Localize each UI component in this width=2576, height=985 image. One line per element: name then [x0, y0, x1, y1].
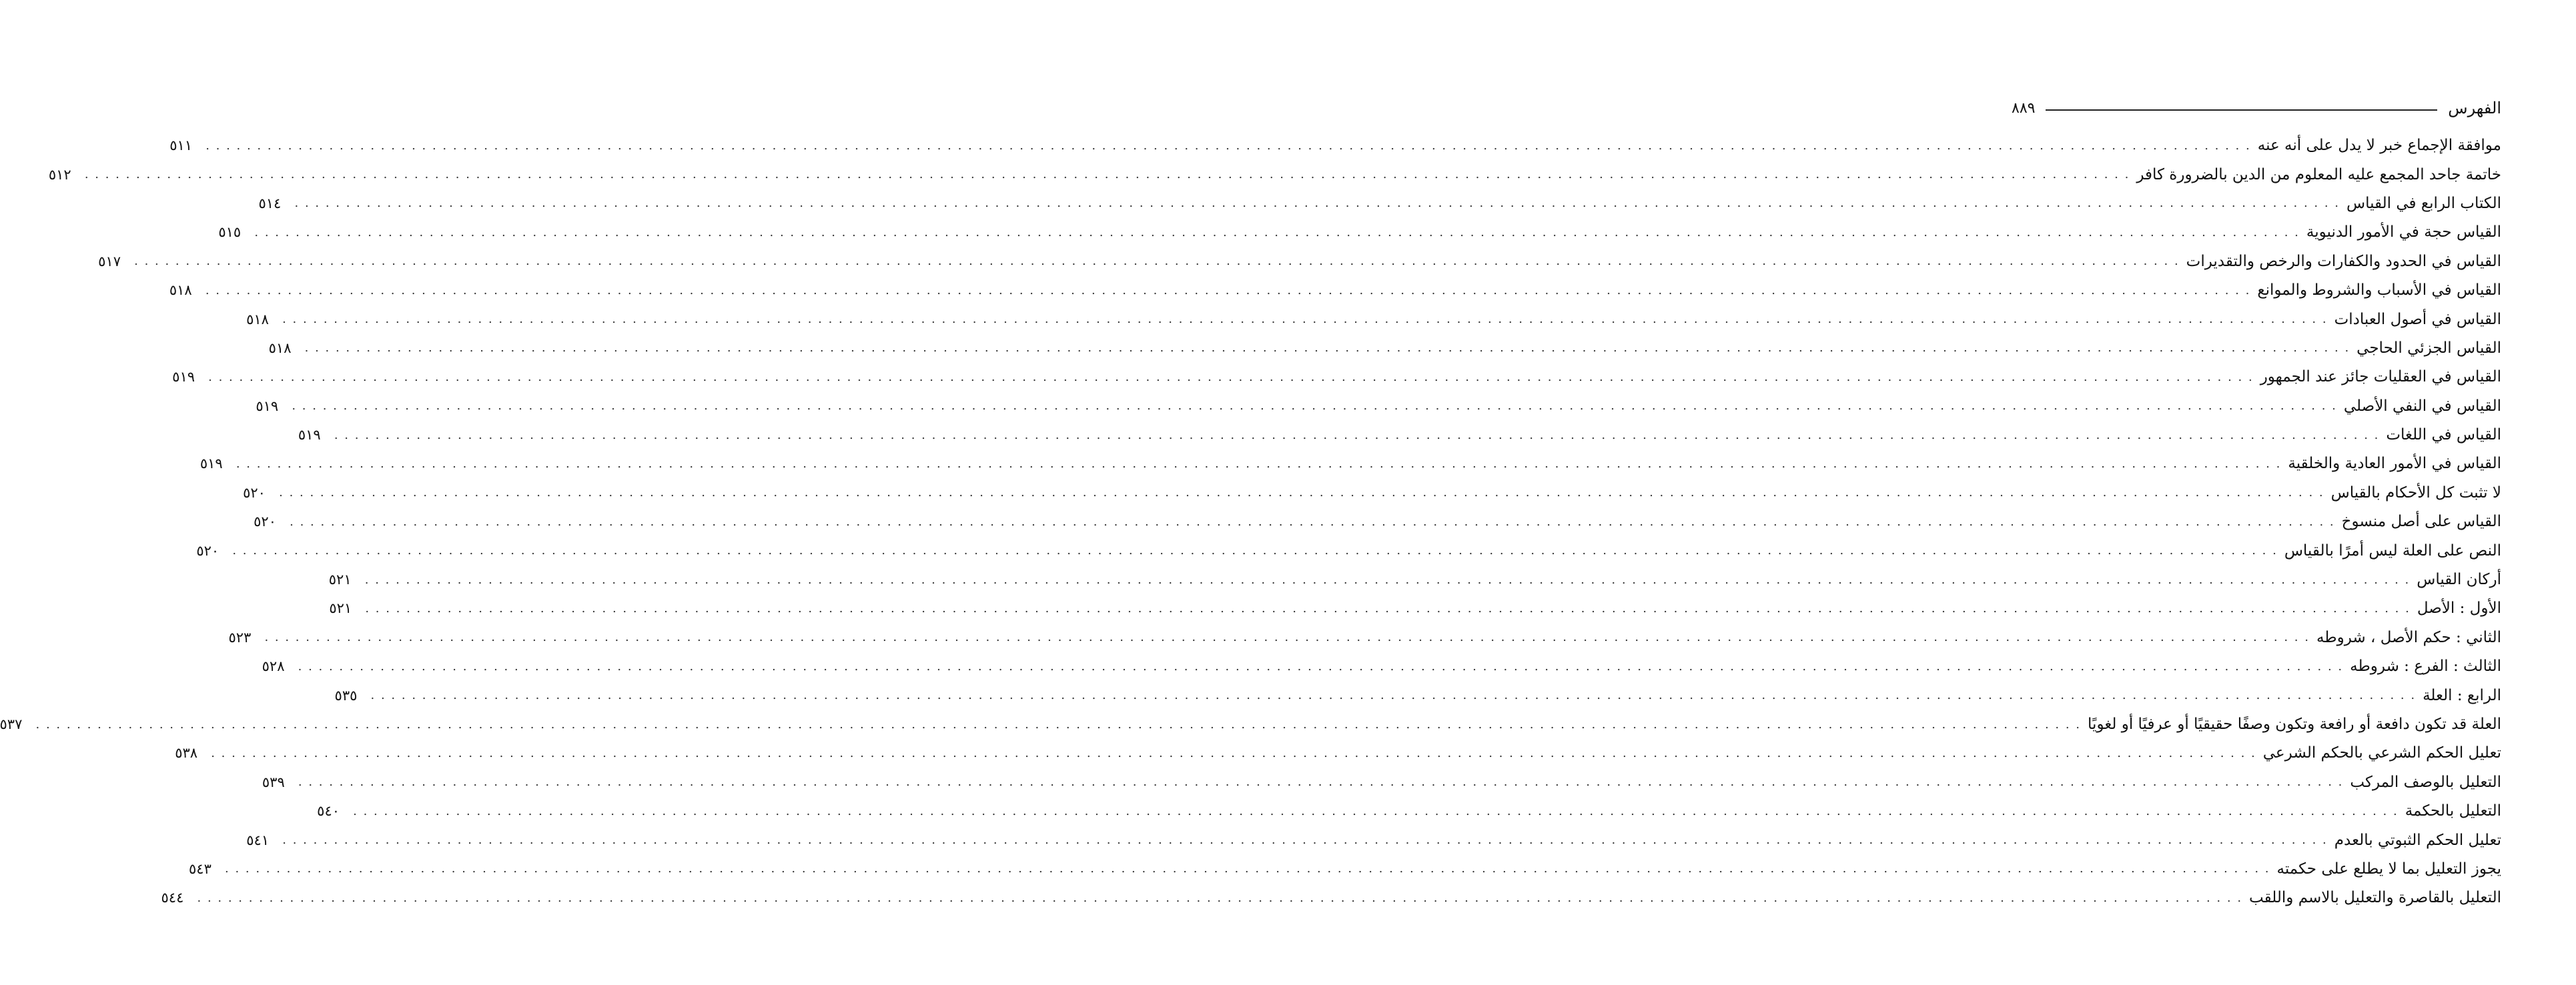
toc-entry-title: القياس في العقليات جائز عند الجمهور [2260, 368, 2501, 386]
dot-leader: . . . . . . . . . . . . . . . . . . . . . . . . . . . . . . . . . . . . . . . . . . . . . . . . . . . . . . . . . . . . . . . . . . . . . . . . . . . . . . . . . . . . . . . . . . . . . . . . . . . . . . . . . . . . . . . . . . . . . . . . . . . . . . . . . . . . . . . . . . . . . . . . . . . . . . . . . . . . . . . . . . . . . . . . . . . . . . . . . . . . . . . . . . . . . . . . . . . . . . . [365, 601, 2411, 616]
toc-entry [175, 739, 2501, 768]
toc-entry-page: ٥١١ [169, 137, 193, 154]
dot-leader: . . . . . . . . . . . . . . . . . . . . . . . . . . . . . . . . . . . . . . . . . . . . . . . . . . . . . . . . . . . . . . . . . . . . . . . . . . . . . . . . . . . . . . . . . . . . . . . . . . . . . . . . . . . . . . . . . . . . . . . . . . . . . . . . . . . . . . . . . . . . . . . . . . . . . . . . . . . . . . . . . . . . . . . . . . . . . . . . . . . . . . . . . . . . . . . . . . . . . . . [370, 688, 2417, 703]
toc-entry-title: الثاني : حكم الأصل ، شروطه [2316, 628, 2501, 646]
toc-entry-title: القياس في الأسباب والشروط والموانع [2257, 281, 2501, 299]
dot-leader: . . . . . . . . . . . . . . . . . . . . . . . . . . . . . . . . . . . . . . . . . . . . . . . . . . . . . . . . . . . . . . . . . . . . . . . . . . . . . . . . . . . . . . . . . . . . . . . . . . . . . . . . . . . . . . . . . . . . . . . . . . . . . . . . . . . . . . . . . . . . . . . . . . . . . . . . . . . . . . . . . . . . . . . . . . . . . . . . . . . . . . . . . . . . . . . . . . . . . . . [290, 514, 2335, 529]
dot-leader: . . . . . . . . . . . . . . . . . . . . . . . . . . . . . . . . . . . . . . . . . . . . . . . . . . . . . . . . . . . . . . . . . . . . . . . . . . . . . . . . . . . . . . . . . . . . . . . . . . . . . . . . . . . . . . . . . . . . . . . . . . . . . . . . . . . . . . . . . . . . . . . . . . . . . . . . . . . . . . . . . . . . . . . . . . . . . . . . . . . . . . . . . . . . . . . . . . . . . . . [298, 775, 2344, 790]
running-header [2012, 95, 2501, 121]
toc-entry-page: ٥١٩ [256, 397, 279, 414]
dot-leader: . . . . . . . . . . . . . . . . . . . . . . . . . . . . . . . . . . . . . . . . . . . . . . . . . . . . . . . . . . . . . . . . . . . . . . . . . . . . . . . . . . . . . . . . . . . . . . . . . . . . . . . . . . . . . . . . . . . . . . . . . . . . . . . . . . . . . . . . . . . . . . . . . . . . . . . . . . . . . . . . . . . . . . . . . . . . . . . . . . . . . . . . . . . . . . . . . . . . . . . [84, 167, 2130, 182]
toc-entry-title: التعليل بالوصف المركب [2350, 773, 2501, 791]
toc-entry-title: القياس في أصول العبادات [2334, 310, 2501, 328]
toc-entry-title: القياس في اللغات [2386, 426, 2501, 444]
toc-entry-page: ٥١٥ [218, 224, 242, 241]
toc-entry-page: ٥٣٥ [334, 687, 358, 704]
toc-entry-page: ٥٢٠ [243, 484, 266, 501]
toc-entry-title: القياس في الأمور العادية والخلقية [2288, 455, 2501, 473]
dot-leader: . . . . . . . . . . . . . . . . . . . . . . . . . . . . . . . . . . . . . . . . . . . . . . . . . . . . . . . . . . . . . . . . . . . . . . . . . . . . . . . . . . . . . . . . . . . . . . . . . . . . . . . . . . . . . . . . . . . . . . . . . . . . . . . . . . . . . . . . . . . . . . . . . . . . . . . . . . . . . . . . . . . . . . . . . . . . . . . . . . . . . . . . . . . . . . . . . . . . . . . [232, 544, 2278, 558]
dot-leader: . . . . . . . . . . . . . . . . . . . . . . . . . . . . . . . . . . . . . . . . . . . . . . . . . . . . . . . . . . . . . . . . . . . . . . . . . . . . . . . . . . . . . . . . . . . . . . . . . . . . . . . . . . . . . . . . . . . . . . . . . . . . . . . . . . . . . . . . . . . . . . . . . . . . . . . . . . . . . . . . . . . . . . . . . . . . . . . . . . . . . . . . . . . . . . . . . . . . . . . [254, 225, 2300, 239]
toc-entry-page: ٥١٨ [246, 311, 269, 327]
toc-entry-title: القياس حجة في الأمور الدنيوية [2306, 223, 2501, 241]
toc-entry-title: تعليل الحكم الثبوتي بالعدم [2334, 831, 2501, 849]
dot-leader: . . . . . . . . . . . . . . . . . . . . . . . . . . . . . . . . . . . . . . . . . . . . . . . . . . . . . . . . . . . . . . . . . . . . . . . . . . . . . . . . . . . . . . . . . . . . . . . . . . . . . . . . . . . . . . . . . . . . . . . . . . . . . . . . . . . . . . . . . . . . . . . . . . . . . . . . . . . . . . . . . . . . . . . . . . . . . . . . . . . . . . . . . . . . . . . . . . . . . . . [294, 196, 2340, 211]
toc-entry-page: ٥١٨ [268, 339, 292, 356]
toc-entry [0, 710, 2501, 739]
toc-entry-title: الثالث : الفرع : شروطه [2350, 658, 2501, 676]
dot-leader: . . . . . . . . . . . . . . . . . . . . . . . . . . . . . . . . . . . . . . . . . . . . . . . . . . . . . . . . . . . . . . . . . . . . . . . . . . . . . . . . . . . . . . . . . . . . . . . . . . . . . . . . . . . . . . . . . . . . . . . . . . . . . . . . . . . . . . . . . . . . . . . . . . . . . . . . . . . . . . . . . . . . . . . . . . . . . . . . . . . . . . . . . . . . . . . . . . . . . . . [205, 138, 2251, 153]
toc-entry-title: التعليل بالحكمة [2405, 802, 2501, 820]
toc-entry-title: لا تثبت كل الأحكام بالقياس [2330, 483, 2501, 502]
dot-leader: . . . . . . . . . . . . . . . . . . . . . . . . . . . . . . . . . . . . . . . . . . . . . . . . . . . . . . . . . . . . . . . . . . . . . . . . . . . . . . . . . . . . . . . . . . . . . . . . . . . . . . . . . . . . . . . . . . . . . . . . . . . . . . . . . . . . . . . . . . . . . . . . . . . . . . . . . . . . . . . . . . . . . . . . . . . . . . . . . . . . . . . . . . . . . . . . . . . . . . . [264, 630, 2310, 645]
toc-entry [246, 305, 2501, 333]
dot-leader: . . . . . . . . . . . . . . . . . . . . . . . . . . . . . . . . . . . . . . . . . . . . . . . . . . . . . . . . . . . . . . . . . . . . . . . . . . . . . . . . . . . . . . . . . . . . . . . . . . . . . . . . . . . . . . . . . . . . . . . . . . . . . . . . . . . . . . . . . . . . . . . . . . . . . . . . . . . . . . . . . . . . . . . . . . . . . . . . . . . . . . . . . . . . . . . . . . . . . . . [279, 485, 2324, 500]
toc-entry-page: ٥٢٣ [228, 629, 252, 646]
toc-entry-page: ٥٢٠ [254, 514, 276, 530]
toc-entry [262, 768, 2501, 797]
toc-entry-title: القياس على أصل منسوخ [2341, 513, 2501, 531]
table-of-contents [0, 131, 2501, 913]
dot-leader: . . . . . . . . . . . . . . . . . . . . . . . . . . . . . . . . . . . . . . . . . . . . . . . . . . . . . . . . . . . . . . . . . . . . . . . . . . . . . . . . . . . . . . . . . . . . . . . . . . . . . . . . . . . . . . . . . . . . . . . . . . . . . . . . . . . . . . . . . . . . . . . . . . . . . . . . . . . . . . . . . . . . . . . . . . . . . . . . . . . . . . . . . . . . . . . . . . . . . . . [298, 659, 2344, 674]
toc-entry-title: يجوز التعليل بما لا يطلع على حكمته [2276, 860, 2501, 878]
toc-entry-page: ٥٤٣ [189, 860, 211, 877]
toc-entry [256, 392, 2501, 421]
dot-leader: . . . . . . . . . . . . . . . . . . . . . . . . . . . . . . . . . . . . . . . . . . . . . . . . . . . . . . . . . . . . . . . . . . . . . . . . . . . . . . . . . . . . . . . . . . . . . . . . . . . . . . . . . . . . . . . . . . . . . . . . . . . . . . . . . . . . . . . . . . . . . . . . . . . . . . . . . . . . . . . . . . . . . . . . . . . . . . . . . . . . . . . . . . . . . . . . . . . . . . . [364, 572, 2411, 587]
toc-entry-page: ٥٣٧ [0, 716, 23, 732]
toc-entry [199, 449, 2501, 478]
toc-entry-title: الكتاب الرابع في القياس [2346, 194, 2501, 212]
dot-leader: . . . . . . . . . . . . . . . . . . . . . . . . . . . . . . . . . . . . . . . . . . . . . . . . . . . . . . . . . . . . . . . . . . . . . . . . . . . . . . . . . . . . . . . . . . . . . . . . . . . . . . . . . . . . . . . . . . . . . . . . . . . . . . . . . . . . . . . . . . . . . . . . . . . . . . . . . . . . . . . . . . . . . . . . . . . . . . . . . . . . . . . . . . . . . . . . . . . . . . . [282, 833, 2328, 848]
dot-leader: . . . . . . . . . . . . . . . . . . . . . . . . . . . . . . . . . . . . . . . . . . . . . . . . . . . . . . . . . . . . . . . . . . . . . . . . . . . . . . . . . . . . . . . . . . . . . . . . . . . . . . . . . . . . . . . . . . . . . . . . . . . . . . . . . . . . . . . . . . . . . . . . . . . . . . . . . . . . . . . . . . . . . . . . . . . . . . . . . . . . . . . . . . . . . . . . . . . . . . . [282, 312, 2328, 327]
toc-entry-page: ٥٢١ [328, 572, 352, 588]
dot-leader: . . . . . . . . . . . . . . . . . . . . . . . . . . . . . . . . . . . . . . . . . . . . . . . . . . . . . . . . . . . . . . . . . . . . . . . . . . . . . . . . . . . . . . . . . . . . . . . . . . . . . . . . . . . . . . . . . . . . . . . . . . . . . . . . . . . . . . . . . . . . . . . . . . . . . . . . . . . . . . . . . . . . . . . . . . . . . . . . . . . . . . . . . . . . . . . . . . . . . . . [35, 717, 2082, 732]
header-rule [2046, 109, 2437, 111]
toc-entry [48, 160, 2501, 189]
page-number: ٨٨٩ [2012, 99, 2036, 117]
toc-entry [329, 594, 2501, 623]
toc-entry-title: القياس في الحدود والكفارات والرخص والتقديرات [2186, 252, 2501, 270]
toc-entry-page: ٥١٩ [199, 455, 223, 472]
dot-leader: . . . . . . . . . . . . . . . . . . . . . . . . . . . . . . . . . . . . . . . . . . . . . . . . . . . . . . . . . . . . . . . . . . . . . . . . . . . . . . . . . . . . . . . . . . . . . . . . . . . . . . . . . . . . . . . . . . . . . . . . . . . . . . . . . . . . . . . . . . . . . . . . . . . . . . . . . . . . . . . . . . . . . . . . . . . . . . . . . . . . . . . . . . . . . . . . . . . . . . . [225, 862, 2270, 876]
toc-entry [258, 189, 2501, 218]
dot-leader: . . . . . . . . . . . . . . . . . . . . . . . . . . . . . . . . . . . . . . . . . . . . . . . . . . . . . . . . . . . . . . . . . . . . . . . . . . . . . . . . . . . . . . . . . . . . . . . . . . . . . . . . . . . . . . . . . . . . . . . . . . . . . . . . . . . . . . . . . . . . . . . . . . . . . . . . . . . . . . . . . . . . . . . . . . . . . . . . . . . . . . . . . . . . . . . . . . . . . . . [292, 399, 2337, 413]
toc-entry [243, 479, 2501, 508]
toc-entry [169, 131, 2501, 160]
toc-entry-title: موافقة الإجماع خبر لا يدل على أنه عنه [2257, 137, 2501, 155]
toc-entry [196, 536, 2501, 565]
toc-entry-title: القياس في النفي الأصلي [2343, 397, 2501, 415]
dot-leader: . . . . . . . . . . . . . . . . . . . . . . . . . . . . . . . . . . . . . . . . . . . . . . . . . . . . . . . . . . . . . . . . . . . . . . . . . . . . . . . . . . . . . . . . . . . . . . . . . . . . . . . . . . . . . . . . . . . . . . . . . . . . . . . . . . . . . . . . . . . . . . . . . . . . . . . . . . . . . . . . . . . . . . . . . . . . . . . . . . . . . . . . . . . . . . . . . . . . . . . [205, 283, 2251, 297]
toc-entry-title: النص على العلة ليس أمرًا بالقياس [2284, 542, 2501, 560]
toc-entry-page: ٥١٩ [172, 369, 195, 385]
toc-entry-page: ٥٢٠ [196, 542, 220, 559]
toc-entry-title: تعليل الحكم الشرعي بالحكم الشرعي [2262, 744, 2501, 762]
toc-entry [334, 681, 2501, 710]
running-title: الفهرس [2448, 99, 2501, 117]
toc-entry-title: العلة قد تكون دافعة أو رافعة وتكون وصفًا حقيقيًا أو عرفيًا أو لغويًا [2088, 716, 2501, 733]
toc-entry-title: الرابع : العلة [2423, 686, 2501, 704]
dot-leader: . . . . . . . . . . . . . . . . . . . . . . . . . . . . . . . . . . . . . . . . . . . . . . . . . . . . . . . . . . . . . . . . . . . . . . . . . . . . . . . . . . . . . . . . . . . . . . . . . . . . . . . . . . . . . . . . . . . . . . . . . . . . . . . . . . . . . . . . . . . . . . . . . . . . . . . . . . . . . . . . . . . . . . . . . . . . . . . . . . . . . . . . . . . . . . . . . . . . . . . [211, 746, 2256, 760]
toc-entry [262, 652, 2501, 681]
toc-entry-title: التعليل بالقاصرة والتعليل بالاسم واللقب [2249, 889, 2501, 907]
toc-entry-page: ٥٤٠ [317, 803, 340, 820]
toc-entry-page: ٥٣٩ [262, 774, 285, 790]
toc-entry-title: القياس الجزئي الحاجي [2356, 339, 2501, 357]
toc-entry [268, 334, 2501, 363]
dot-leader: . . . . . . . . . . . . . . . . . . . . . . . . . . . . . . . . . . . . . . . . . . . . . . . . . . . . . . . . . . . . . . . . . . . . . . . . . . . . . . . . . . . . . . . . . . . . . . . . . . . . . . . . . . . . . . . . . . . . . . . . . . . . . . . . . . . . . . . . . . . . . . . . . . . . . . . . . . . . . . . . . . . . . . . . . . . . . . . . . . . . . . . . . . . . . . . . . . . . . . . [197, 890, 2243, 905]
toc-entry-title: أركان القياس [2417, 571, 2501, 589]
toc-entry-title: خاتمة جاحد المجمع عليه المعلوم من الدين بالضرورة كافر [2136, 165, 2501, 183]
toc-entry [218, 218, 2501, 247]
toc-entry-page: ٥١٩ [298, 427, 321, 443]
toc-entry-page: ٥٤٤ [161, 890, 184, 906]
toc-entry [172, 363, 2501, 391]
toc-entry [98, 247, 2501, 276]
toc-entry-page: ٥٤١ [246, 832, 270, 848]
toc-entry [246, 826, 2501, 854]
toc-entry-page: ٥٢٨ [262, 658, 285, 675]
toc-entry-page: ٥١٢ [48, 166, 71, 183]
toc-entry [298, 421, 2501, 449]
dot-leader: . . . . . . . . . . . . . . . . . . . . . . . . . . . . . . . . . . . . . . . . . . . . . . . . . . . . . . . . . . . . . . . . . . . . . . . . . . . . . . . . . . . . . . . . . . . . . . . . . . . . . . . . . . . . . . . . . . . . . . . . . . . . . . . . . . . . . . . . . . . . . . . . . . . . . . . . . . . . . . . . . . . . . . . . . . . . . . . . . . . . . . . . . . . . . . . . . . . . . . . [134, 254, 2180, 269]
toc-entry [317, 797, 2501, 826]
toc-entry [228, 624, 2501, 652]
dot-leader: . . . . . . . . . . . . . . . . . . . . . . . . . . . . . . . . . . . . . . . . . . . . . . . . . . . . . . . . . . . . . . . . . . . . . . . . . . . . . . . . . . . . . . . . . . . . . . . . . . . . . . . . . . . . . . . . . . . . . . . . . . . . . . . . . . . . . . . . . . . . . . . . . . . . . . . . . . . . . . . . . . . . . . . . . . . . . . . . . . . . . . . . . . . . . . . . . . . . . . . [304, 341, 2350, 355]
dot-leader: . . . . . . . . . . . . . . . . . . . . . . . . . . . . . . . . . . . . . . . . . . . . . . . . . . . . . . . . . . . . . . . . . . . . . . . . . . . . . . . . . . . . . . . . . . . . . . . . . . . . . . . . . . . . . . . . . . . . . . . . . . . . . . . . . . . . . . . . . . . . . . . . . . . . . . . . . . . . . . . . . . . . . . . . . . . . . . . . . . . . . . . . . . . . . . . . . . . . . . . [353, 804, 2399, 818]
toc-entry-page: ٥١٨ [169, 282, 192, 299]
dot-leader: . . . . . . . . . . . . . . . . . . . . . . . . . . . . . . . . . . . . . . . . . . . . . . . . . . . . . . . . . . . . . . . . . . . . . . . . . . . . . . . . . . . . . . . . . . . . . . . . . . . . . . . . . . . . . . . . . . . . . . . . . . . . . . . . . . . . . . . . . . . . . . . . . . . . . . . . . . . . . . . . . . . . . . . . . . . . . . . . . . . . . . . . . . . . . . . . . . . . . . . [334, 427, 2380, 442]
toc-entry [169, 276, 2501, 305]
toc-entry [189, 855, 2501, 884]
toc-entry-page: ٥١٤ [258, 195, 282, 211]
toc-entry-title: الأول : الأصل [2417, 600, 2501, 618]
toc-entry [254, 508, 2501, 536]
toc-entry-page: ٥١٧ [98, 253, 121, 269]
dot-leader: . . . . . . . . . . . . . . . . . . . . . . . . . . . . . . . . . . . . . . . . . . . . . . . . . . . . . . . . . . . . . . . . . . . . . . . . . . . . . . . . . . . . . . . . . . . . . . . . . . . . . . . . . . . . . . . . . . . . . . . . . . . . . . . . . . . . . . . . . . . . . . . . . . . . . . . . . . . . . . . . . . . . . . . . . . . . . . . . . . . . . . . . . . . . . . . . . . . . . . . [236, 456, 2282, 471]
dot-leader: . . . . . . . . . . . . . . . . . . . . . . . . . . . . . . . . . . . . . . . . . . . . . . . . . . . . . . . . . . . . . . . . . . . . . . . . . . . . . . . . . . . . . . . . . . . . . . . . . . . . . . . . . . . . . . . . . . . . . . . . . . . . . . . . . . . . . . . . . . . . . . . . . . . . . . . . . . . . . . . . . . . . . . . . . . . . . . . . . . . . . . . . . . . . . . . . . . . . . . . [208, 369, 2254, 384]
toc-entry-page: ٥٣٨ [175, 745, 198, 762]
toc-entry [161, 884, 2501, 912]
toc-entry [328, 566, 2501, 594]
toc-entry-page: ٥٢١ [329, 600, 352, 617]
